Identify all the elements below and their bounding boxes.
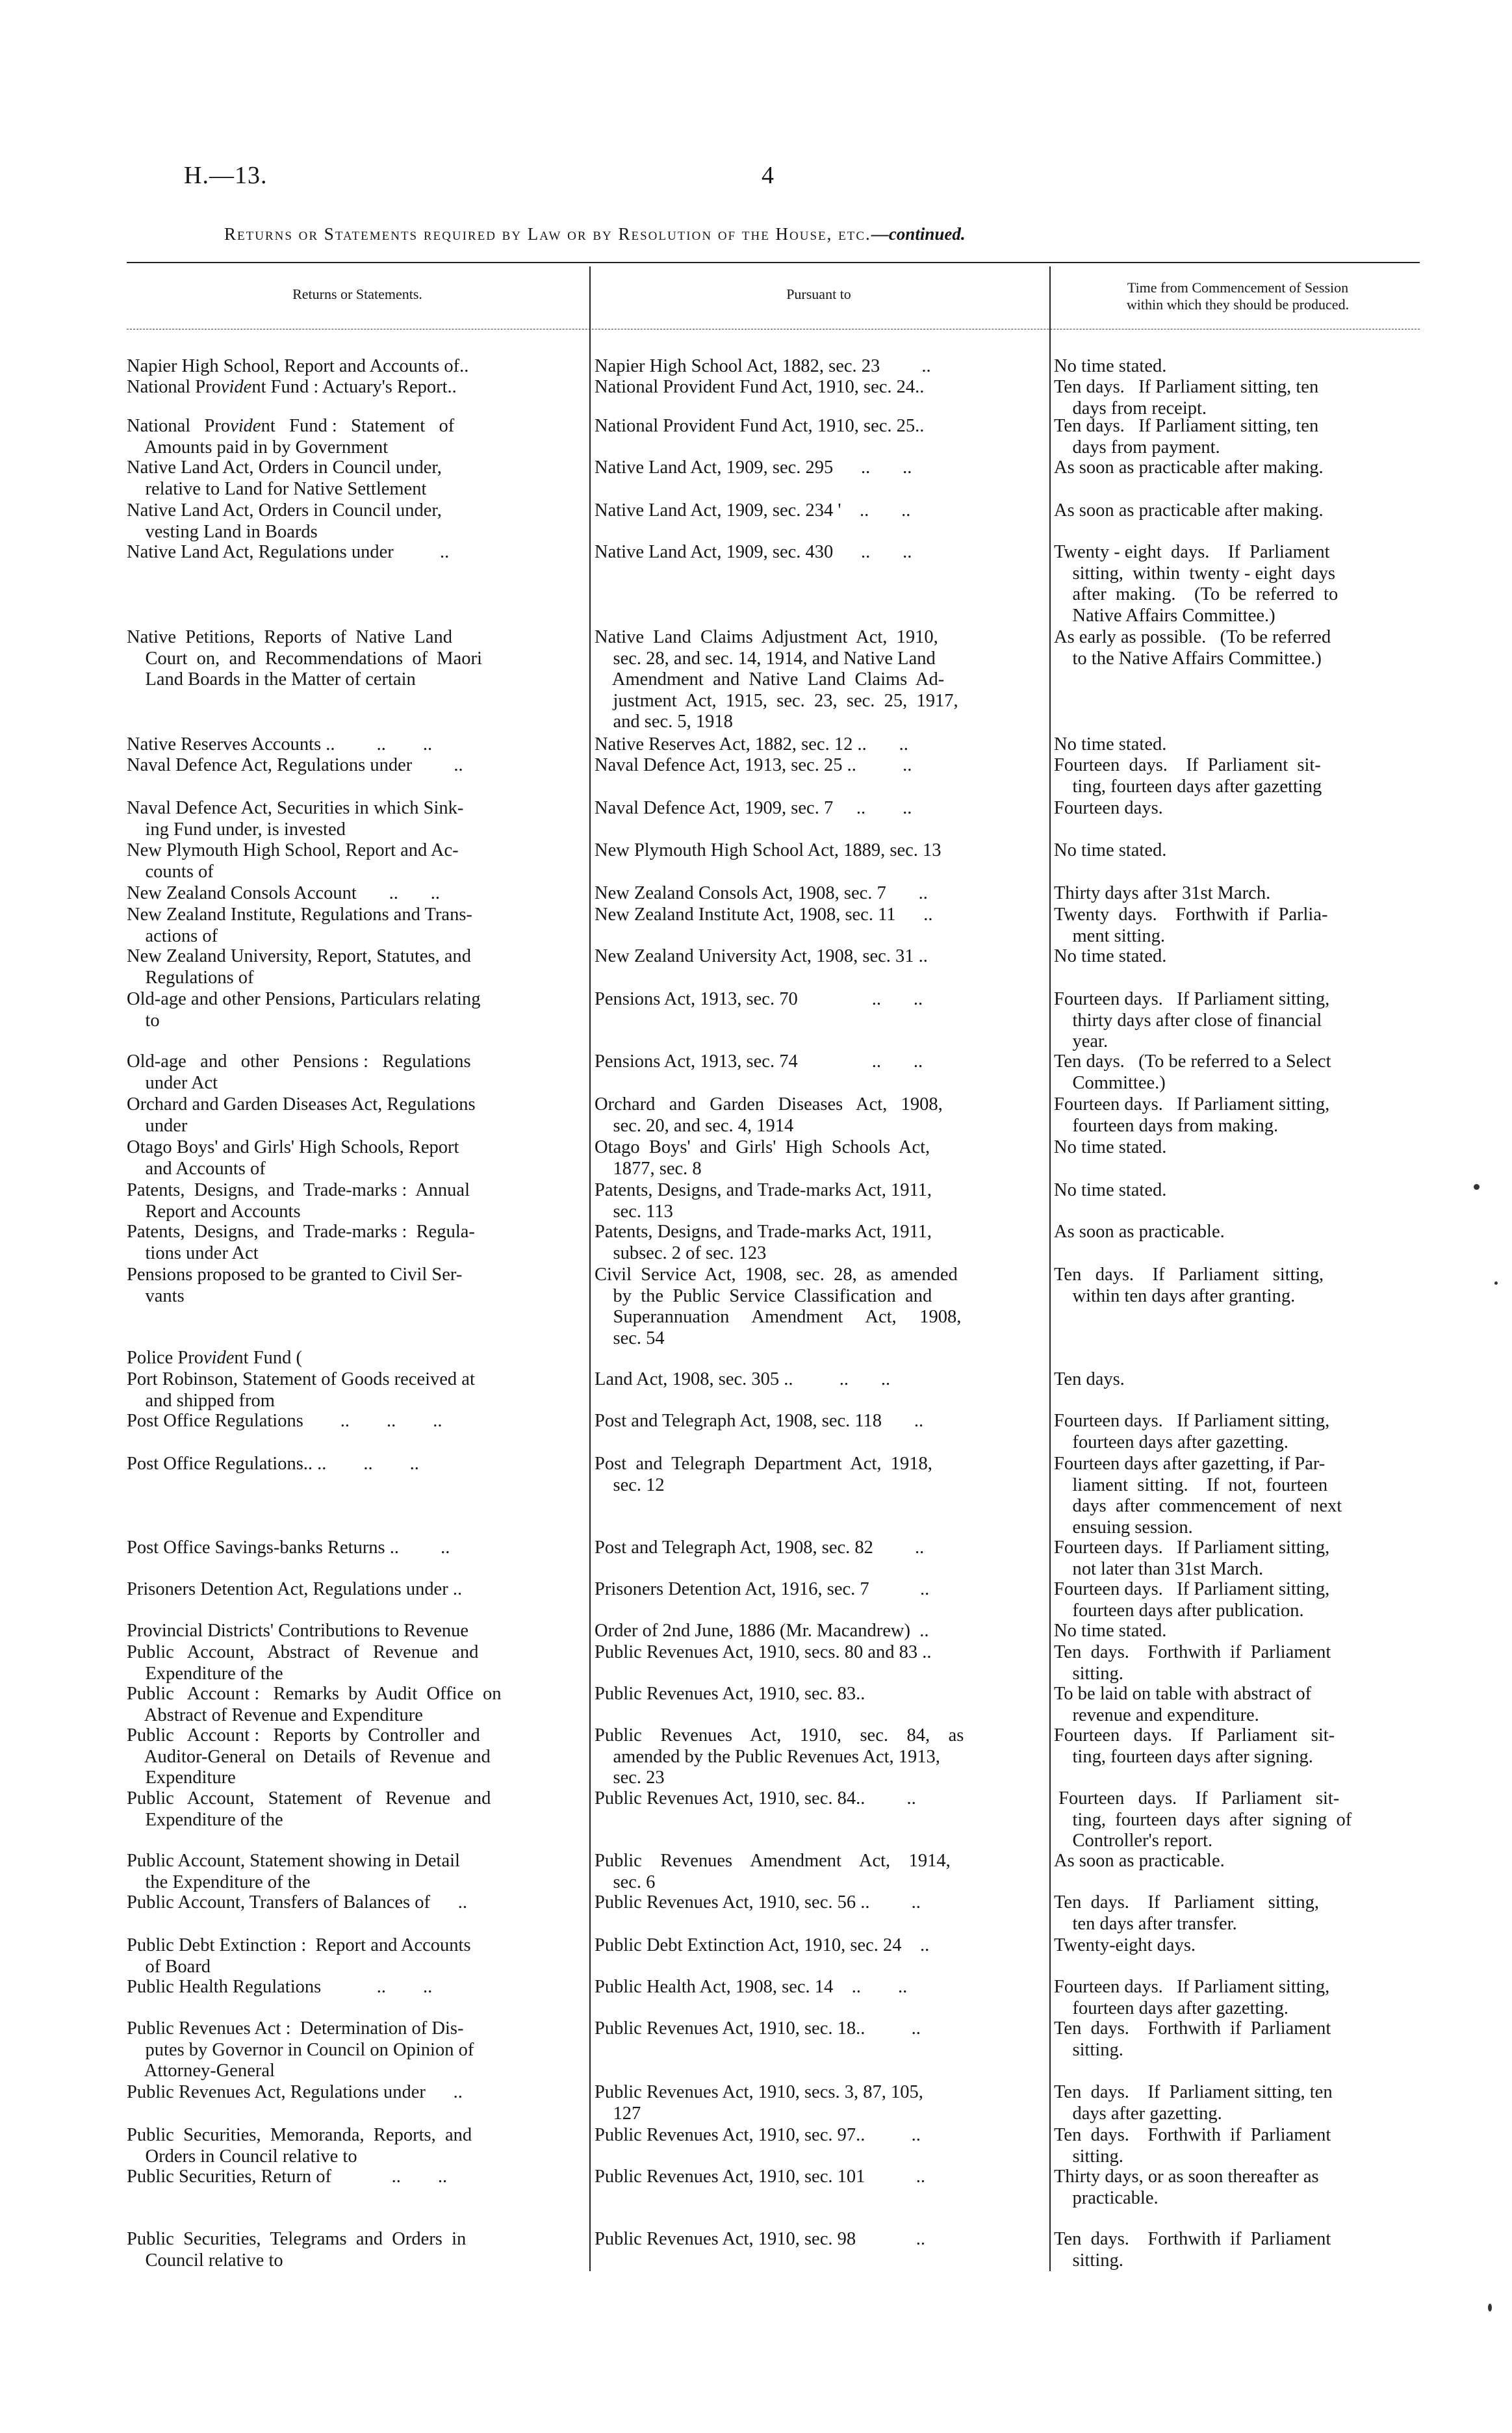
pursuant-cell: New Zealand Consols Act, 1908, sec. 7 .. [595, 883, 928, 903]
pursuant-cell: Native Land Act, 1909, sec. 430 .. .. [595, 542, 912, 562]
returns-cell: Public Revenues Act, Regulations under .. [127, 2082, 463, 2102]
column-divider-2 [1049, 266, 1051, 2271]
time-cell: No time stated. [1054, 840, 1167, 860]
returns-cell: Native Reserves Accounts .. .. .. [127, 734, 433, 754]
pursuant-cell: Public Revenues Act, 1910, secs. 3, 87, 105, 127 [595, 2082, 923, 2124]
pursuant-cell: Order of 2nd June, 1886 (Mr. Macandrew) .. [595, 1621, 929, 1641]
pursuant-cell: Native Land Act, 1909, sec. 295 .. .. [595, 457, 912, 478]
returns-cell: Police Provident Fund ( [127, 1348, 302, 1368]
returns-cell: Public Health Regulations .. .. [127, 1977, 433, 1997]
time-cell: Ten days. If Parliament sitting, ten days from receipt. [1054, 377, 1319, 418]
returns-cell: Public Securities, Memoranda, Reports, and Orders in Council relative to [127, 2125, 472, 2167]
pursuant-cell: Civil Service Act, 1908, sec. 28, as amended by the Public Service Classification and Superannuation Amendment Act, 1908, sec. 54 [595, 1265, 962, 1348]
returns-cell: Old-age and other Pensions : Regulations under Act [127, 1051, 471, 1093]
pursuant-cell: Post and Telegraph Act, 1908, sec. 82 .. [595, 1538, 925, 1558]
pursuant-cell: Napier High School Act, 1882, sec. 23 .. [595, 356, 931, 376]
returns-cell: Post Office Regulations .. .. .. [127, 1411, 442, 1431]
page-title-continued: —continued. [871, 224, 966, 244]
pursuant-cell: Native Land Claims Adjustment Act, 1910, sec. 28, and sec. 14, 1914, and Native Land Amendment and Native Land Claims Ad- justment Act, 1915, sec. 23, sec. 25, 1917, and sec. 5, 1918 [595, 627, 958, 732]
returns-cell: Native Petitions, Reports of Native Land Court on, and Recommendations of Maori Land Boards in the Matter of certain [127, 627, 482, 689]
column-header-pursuant: Pursuant to [786, 286, 851, 302]
time-cell: Ten days. If Parliament sitting, ten days from payment. [1054, 416, 1319, 457]
scan-speck [1494, 1281, 1498, 1285]
returns-cell: Public Account : Reports by Controller and Auditor-General on Details of Revenue and Expenditure [127, 1725, 491, 1788]
time-cell: Ten days. Forthwith if Parliament sitting. [1054, 2125, 1331, 2167]
pursuant-cell: Land Act, 1908, sec. 305 .. .. .. [595, 1369, 891, 1389]
pursuant-cell: National Provident Fund Act, 1910, sec. 24.. [595, 377, 925, 397]
pursuant-cell: Public Revenues Act, 1910, sec. 84.. .. [595, 1788, 916, 1809]
returns-cell: Post Office Regulations.. .. .. .. [127, 1454, 419, 1474]
returns-cell: Napier High School, Report and Accounts of.. [127, 356, 469, 376]
pursuant-cell: Public Revenues Act, 1910, sec. 83.. [595, 1684, 865, 1704]
pursuant-cell: New Zealand University Act, 1908, sec. 31 .. [595, 946, 928, 966]
returns-cell: Old-age and other Pensions, Particulars relating to [127, 989, 481, 1031]
pursuant-cell: Public Health Act, 1908, sec. 14 .. .. [595, 1977, 908, 1997]
pursuant-cell: Naval Defence Act, 1909, sec. 7 .. .. [595, 798, 912, 818]
returns-cell: Post Office Savings-banks Returns .. .. [127, 1538, 450, 1558]
time-cell: Fourteen days. If Parliament sit- ting, fourteen days after signing. [1054, 1725, 1335, 1767]
pursuant-cell: Public Revenues Act, 1910, sec. 98 .. [595, 2229, 925, 2249]
time-cell: Ten days. If Parliament sitting, ten days after gazetting. [1054, 2082, 1333, 2124]
returns-cell: Public Account, Statement showing in Detail the Expenditure of the [127, 1851, 460, 1892]
pursuant-cell: Patents, Designs, and Trade-marks Act, 1911, sec. 113 [595, 1180, 932, 1222]
time-cell: Fourteen days. If Parliament sitting, thirty days after close of financial year. [1054, 989, 1330, 1051]
pursuant-cell: Pensions Act, 1913, sec. 70 .. .. [595, 989, 923, 1009]
returns-cell: National Provident Fund : Statement of Amounts paid in by Government [127, 416, 455, 457]
pursuant-cell: Post and Telegraph Act, 1908, sec. 118 .. [595, 1411, 924, 1431]
returns-cell: National Provident Fund : Actuary's Report.. [127, 377, 457, 397]
returns-cell: Public Securities, Return of .. .. [127, 2167, 448, 2187]
pursuant-cell: New Plymouth High School Act, 1889, sec. 13 [595, 840, 942, 860]
returns-cell: Patents, Designs, and Trade-marks : Regula- tions under Act [127, 1222, 475, 1263]
returns-cell: Public Account, Statement of Revenue and Expenditure of the [127, 1788, 491, 1830]
pursuant-cell: New Zealand Institute Act, 1908, sec. 11 .. [595, 905, 933, 925]
returns-cell: Public Account : Remarks by Audit Office on Abstract of Revenue and Expenditure [127, 1684, 502, 1725]
time-cell: Fourteen days after gazetting, if Par- liament sitting. If not, fourteen days after commencement of next ensuing session. [1054, 1454, 1342, 1538]
time-cell: Fourteen days. If Parliament sitting, fourteen days after publication. [1054, 1579, 1330, 1621]
time-cell: No time stated. [1054, 1137, 1167, 1157]
column-divider-1 [589, 266, 591, 2271]
time-cell: Ten days. Forthwith if Parliament sitting. [1054, 2018, 1331, 2060]
returns-cell: Prisoners Detention Act, Regulations under .. [127, 1579, 463, 1599]
returns-cell: Provincial Districts' Contributions to Revenue [127, 1621, 468, 1641]
returns-cell: Public Debt Extinction : Report and Accounts of Board [127, 1935, 471, 1977]
time-cell: Fourteen days. [1054, 798, 1163, 818]
time-cell: No time stated. [1054, 1180, 1167, 1200]
time-cell: Fourteen days. If Parliament sitting, fourteen days from making. [1054, 1094, 1330, 1136]
pursuant-cell: Patents, Designs, and Trade-marks Act, 1911, subsec. 2 of sec. 123 [595, 1222, 932, 1263]
time-cell: No time stated. [1054, 1621, 1167, 1641]
returns-cell: Public Account, Abstract of Revenue and Expenditure of the [127, 1642, 479, 1684]
time-cell: Fourteen days. If Parliament sit- ting, fourteen days after signing of Controller's report. [1058, 1788, 1352, 1851]
pursuant-cell: Otago Boys' and Girls' High Schools Act, 1877, sec. 8 [595, 1137, 930, 1179]
page-title [224, 224, 1329, 244]
time-cell: As soon as practicable. [1054, 1851, 1225, 1871]
returns-cell: Native Land Act, Regulations under .. [127, 542, 450, 562]
pursuant-cell: Public Revenues Act, 1910, sec. 18.. .. [595, 2018, 921, 2039]
returns-cell: New Zealand Consols Account .. .. [127, 883, 441, 903]
time-cell: Ten days. Forthwith if Parliament sitting. [1054, 1642, 1331, 1684]
returns-cell: Otago Boys' and Girls' High Schools, Report and Accounts of [127, 1137, 459, 1179]
returns-cell: Pensions proposed to be granted to Civil Ser- vants [127, 1265, 463, 1306]
column-header-time: Time from Commencement of Session within which they should be produced. [1126, 279, 1350, 313]
pursuant-cell: Pensions Act, 1913, sec. 74 .. .. [595, 1051, 923, 1072]
returns-cell: New Zealand Institute, Regulations and Trans- actions of [127, 905, 472, 946]
returns-cell: New Zealand University, Report, Statutes, and Regulations of [127, 946, 472, 988]
returns-cell: Naval Defence Act, Regulations under .. [127, 755, 463, 775]
returns-cell: Public Revenues Act : Determination of Dis- putes by Governor in Council on Opinion of Attorney-General [127, 2018, 474, 2081]
time-cell: Fourteen days. If Parliament sit- ting, fourteen days after gazetting [1054, 755, 1322, 797]
pursuant-cell: Public Revenues Act, 1910, sec. 101 .. [595, 2167, 925, 2187]
time-cell: As soon as practicable after making. [1054, 500, 1324, 521]
pursuant-cell: Public Revenues Act, 1910, sec. 56 .. .. [595, 1892, 921, 1912]
page-title-text: Returns or Statements required by Law or by Resolution of the House, etc. [224, 224, 871, 244]
time-cell: Thirty days, or as soon thereafter as practicable. [1054, 2167, 1319, 2208]
returns-cell: New Plymouth High School, Report and Ac- counts of [127, 840, 459, 882]
pursuant-cell: Native Land Act, 1909, sec. 234 ' .. .. [595, 500, 911, 521]
page-code: H.—13. [184, 162, 268, 189]
time-cell: Twenty days. Forthwith if Parlia- ment sitting. [1054, 905, 1328, 946]
time-cell: As early as possible. (To be referred to the Native Affairs Committee.) [1054, 627, 1331, 669]
pursuant-cell: National Provident Fund Act, 1910, sec. 25.. [595, 416, 925, 436]
time-cell: To be laid on table with abstract of revenue and expenditure. [1054, 1684, 1312, 1725]
returns-cell: Orchard and Garden Diseases Act, Regulations under [127, 1094, 476, 1136]
time-cell: Ten days. If Parliament sitting, ten days after transfer. [1054, 1892, 1320, 1934]
scan-speck [1474, 1184, 1480, 1190]
pursuant-cell: Public Revenues Act, 1910, secs. 80 and 83 .. [595, 1642, 932, 1662]
pursuant-cell: Prisoners Detention Act, 1916, sec. 7 .. [595, 1579, 930, 1599]
returns-cell: Native Land Act, Orders in Council under, relative to Land for Native Settlement [127, 457, 442, 499]
returns-cell: Public Account, Transfers of Balances of .. [127, 1892, 468, 1912]
pursuant-cell: Public Debt Extinction Act, 1910, sec. 24 .. [595, 1935, 930, 1955]
column-header-returns: Returns or Statements. [292, 286, 422, 302]
time-cell: Fourteen days. If Parliament sitting, not later than 31st March. [1054, 1538, 1330, 1579]
time-cell: Fourteen days. If Parliament sitting, fourteen days after gazetting. [1054, 1411, 1330, 1452]
time-cell: Ten days. [1054, 1369, 1125, 1389]
returns-cell: Public Securities, Telegrams and Orders in Council relative to [127, 2229, 467, 2271]
returns-cell: Port Robinson, Statement of Goods received at and shipped from [127, 1369, 475, 1411]
time-cell: Twenty - eight days. If Parliament sitting, within twenty - eight days after making. (To be referred to Native Affairs Committee.) [1054, 542, 1339, 626]
time-cell: Thirty days after 31st March. [1054, 883, 1271, 903]
pursuant-cell: Public Revenues Amendment Act, 1914, sec. 6 [595, 1851, 951, 1892]
returns-cell: Patents, Designs, and Trade-marks : Annual Report and Accounts [127, 1180, 470, 1222]
time-cell: Ten days. (To be referred to a Select Committee.) [1054, 1051, 1331, 1093]
pursuant-cell: Public Revenues Act, 1910, sec. 84, as amended by the Public Revenues Act, 1913, sec. 23 [595, 1725, 964, 1788]
time-cell: Ten days. Forthwith if Parliament sitting. [1054, 2229, 1331, 2271]
time-cell: No time stated. [1054, 946, 1167, 966]
time-cell: As soon as practicable. [1054, 1222, 1225, 1242]
pursuant-cell: Orchard and Garden Diseases Act, 1908, sec. 20, and sec. 4, 1914 [595, 1094, 943, 1136]
pursuant-cell: Naval Defence Act, 1913, sec. 25 .. .. [595, 755, 912, 775]
returns-cell: Naval Defence Act, Securities in which Sink- ing Fund under, is invested [127, 798, 464, 840]
scan-speck [1488, 2304, 1492, 2311]
time-cell: Twenty-eight days. [1054, 1935, 1196, 1955]
page-number: 4 [762, 162, 774, 189]
pursuant-cell: Public Revenues Act, 1910, sec. 97.. .. [595, 2125, 921, 2145]
top-rule [127, 262, 1420, 263]
time-cell: As soon as practicable after making. [1054, 457, 1324, 478]
time-cell: No time stated. [1054, 734, 1167, 754]
time-cell: Ten days. If Parliament sitting, within ten days after granting. [1054, 1265, 1324, 1306]
returns-cell: Native Land Act, Orders in Council under, vesting Land in Boards [127, 500, 442, 542]
pursuant-cell: Post and Telegraph Department Act, 1918, sec. 12 [595, 1454, 932, 1495]
time-cell: No time stated. [1054, 356, 1167, 376]
time-cell: Fourteen days. If Parliament sitting, fourteen days after gazetting. [1054, 1977, 1330, 2018]
pursuant-cell: Native Reserves Act, 1882, sec. 12 .. .. [595, 734, 908, 754]
